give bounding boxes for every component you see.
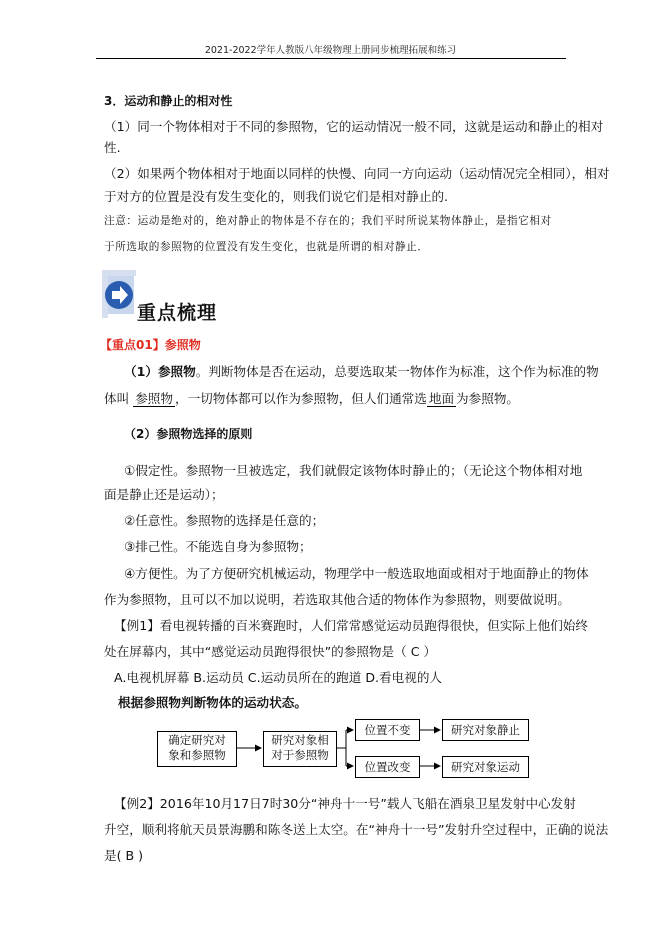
flow-box-step1: [157, 731, 237, 767]
answer-blank: 地面: [428, 391, 455, 406]
principle-item: 面是静止还是运动）；: [104, 487, 224, 502]
answer-blank: 参照物: [135, 391, 173, 406]
flow-box-text: 对于参照物: [271, 748, 329, 762]
principle-item: ②任意性。参照物的选择是任意的；: [124, 513, 325, 528]
page-header: 2021-2022学年人教版八年级物理上册同步梳理拓展和练习: [204, 45, 457, 56]
example-question: 【例1】看电视转播的百米赛跑时，人们常常感觉运动员跑得很快，但实际上他们始终: [114, 618, 588, 633]
section-banner-title: 重点梳理: [137, 302, 218, 324]
flow-heading: 根据参照物判断物体的运动状态。: [118, 695, 307, 710]
flow-box-text: 研究对象相: [271, 733, 329, 747]
flow-box-object-moving: 研究对象运动: [442, 756, 529, 778]
key-point-label: 【重点01】参照物: [100, 338, 201, 352]
note-line: 注意：运动是绝对的，绝对静止的物体是不存在的；我们平时所说某物体静止，是指它相对: [104, 215, 552, 227]
term-label: （1）参照物: [124, 364, 196, 379]
flow-box-position-unchanged: 位置不变: [355, 719, 420, 741]
definition-text: 为参照物。: [456, 391, 520, 406]
example-question: 处在屏幕内，其中“感觉运动员跑得很快”的参照物是（ C ）: [104, 644, 437, 659]
flow-box-text: 确定研究对: [168, 733, 226, 747]
section-heading: 3．运动和静止的相对性: [104, 94, 233, 108]
example-question: 【例2】2016年10月17日7时30分“神舟十一号”载人飞船在酒泉卫星发射中心发射: [114, 796, 576, 811]
example-options: A.电视机屏幕 B.运动员 C.运动员所在的跑道 D.看电视的人: [114, 670, 443, 685]
paragraph-line: 于对方的位置是没有发生变化的，则我们说它们是相对静止的.: [104, 189, 449, 204]
principle-item: ③排己性。不能选自身为参照物；: [124, 539, 312, 554]
principle-item: ①假定性。参照物一旦被选定，我们就假定该物体时静止的；（无论这个物体相对地: [124, 463, 583, 478]
note-line: 于所选取的参照物的位置没有发生变化，也就是所谓的相对静止．: [104, 241, 429, 253]
flow-box-position-changed: 位置改变: [355, 756, 420, 778]
definition-text: ，一切物体都可以作为参照物，但人们通常选: [174, 391, 427, 406]
example-question: 升空，顺利将航天员景海鹏和陈冬送上太空。在“神舟十一号”发射升空过程中，正确的说法: [104, 822, 609, 837]
flow-box-object-static: 研究对象静止: [442, 719, 529, 741]
paragraph-line: （1）同一个物体相对于不同的参照物，它的运动情况一般不同，这就是运动和静止的相对: [104, 119, 604, 134]
example-question: 是( B ): [104, 848, 144, 863]
paragraph-line: （2）如果两个物体相对于地面以同样的快慢、向同一方向运动（运动情况完全相同），相对: [104, 166, 610, 181]
definition-text: 。判断物体是否在运动，总要选取某一物体作为标准，这个作为标准的物: [195, 364, 599, 379]
flow-box-text: 象和参照物: [168, 748, 226, 762]
subheading: （2）参照物选择的原则: [124, 427, 253, 441]
definition-text: 体叫: [104, 391, 130, 406]
principle-item: 作为参照物，且可以不加以说明，若选取其他合适的物体作为参照物，则要做说明。: [104, 592, 570, 607]
paragraph-line: 性.: [104, 140, 121, 155]
flow-box-step2: [263, 731, 337, 767]
principle-item: ④方便性。为了方便研究机械运动，物理学中一般选取地面或相对于地面静止的物体: [124, 566, 589, 581]
